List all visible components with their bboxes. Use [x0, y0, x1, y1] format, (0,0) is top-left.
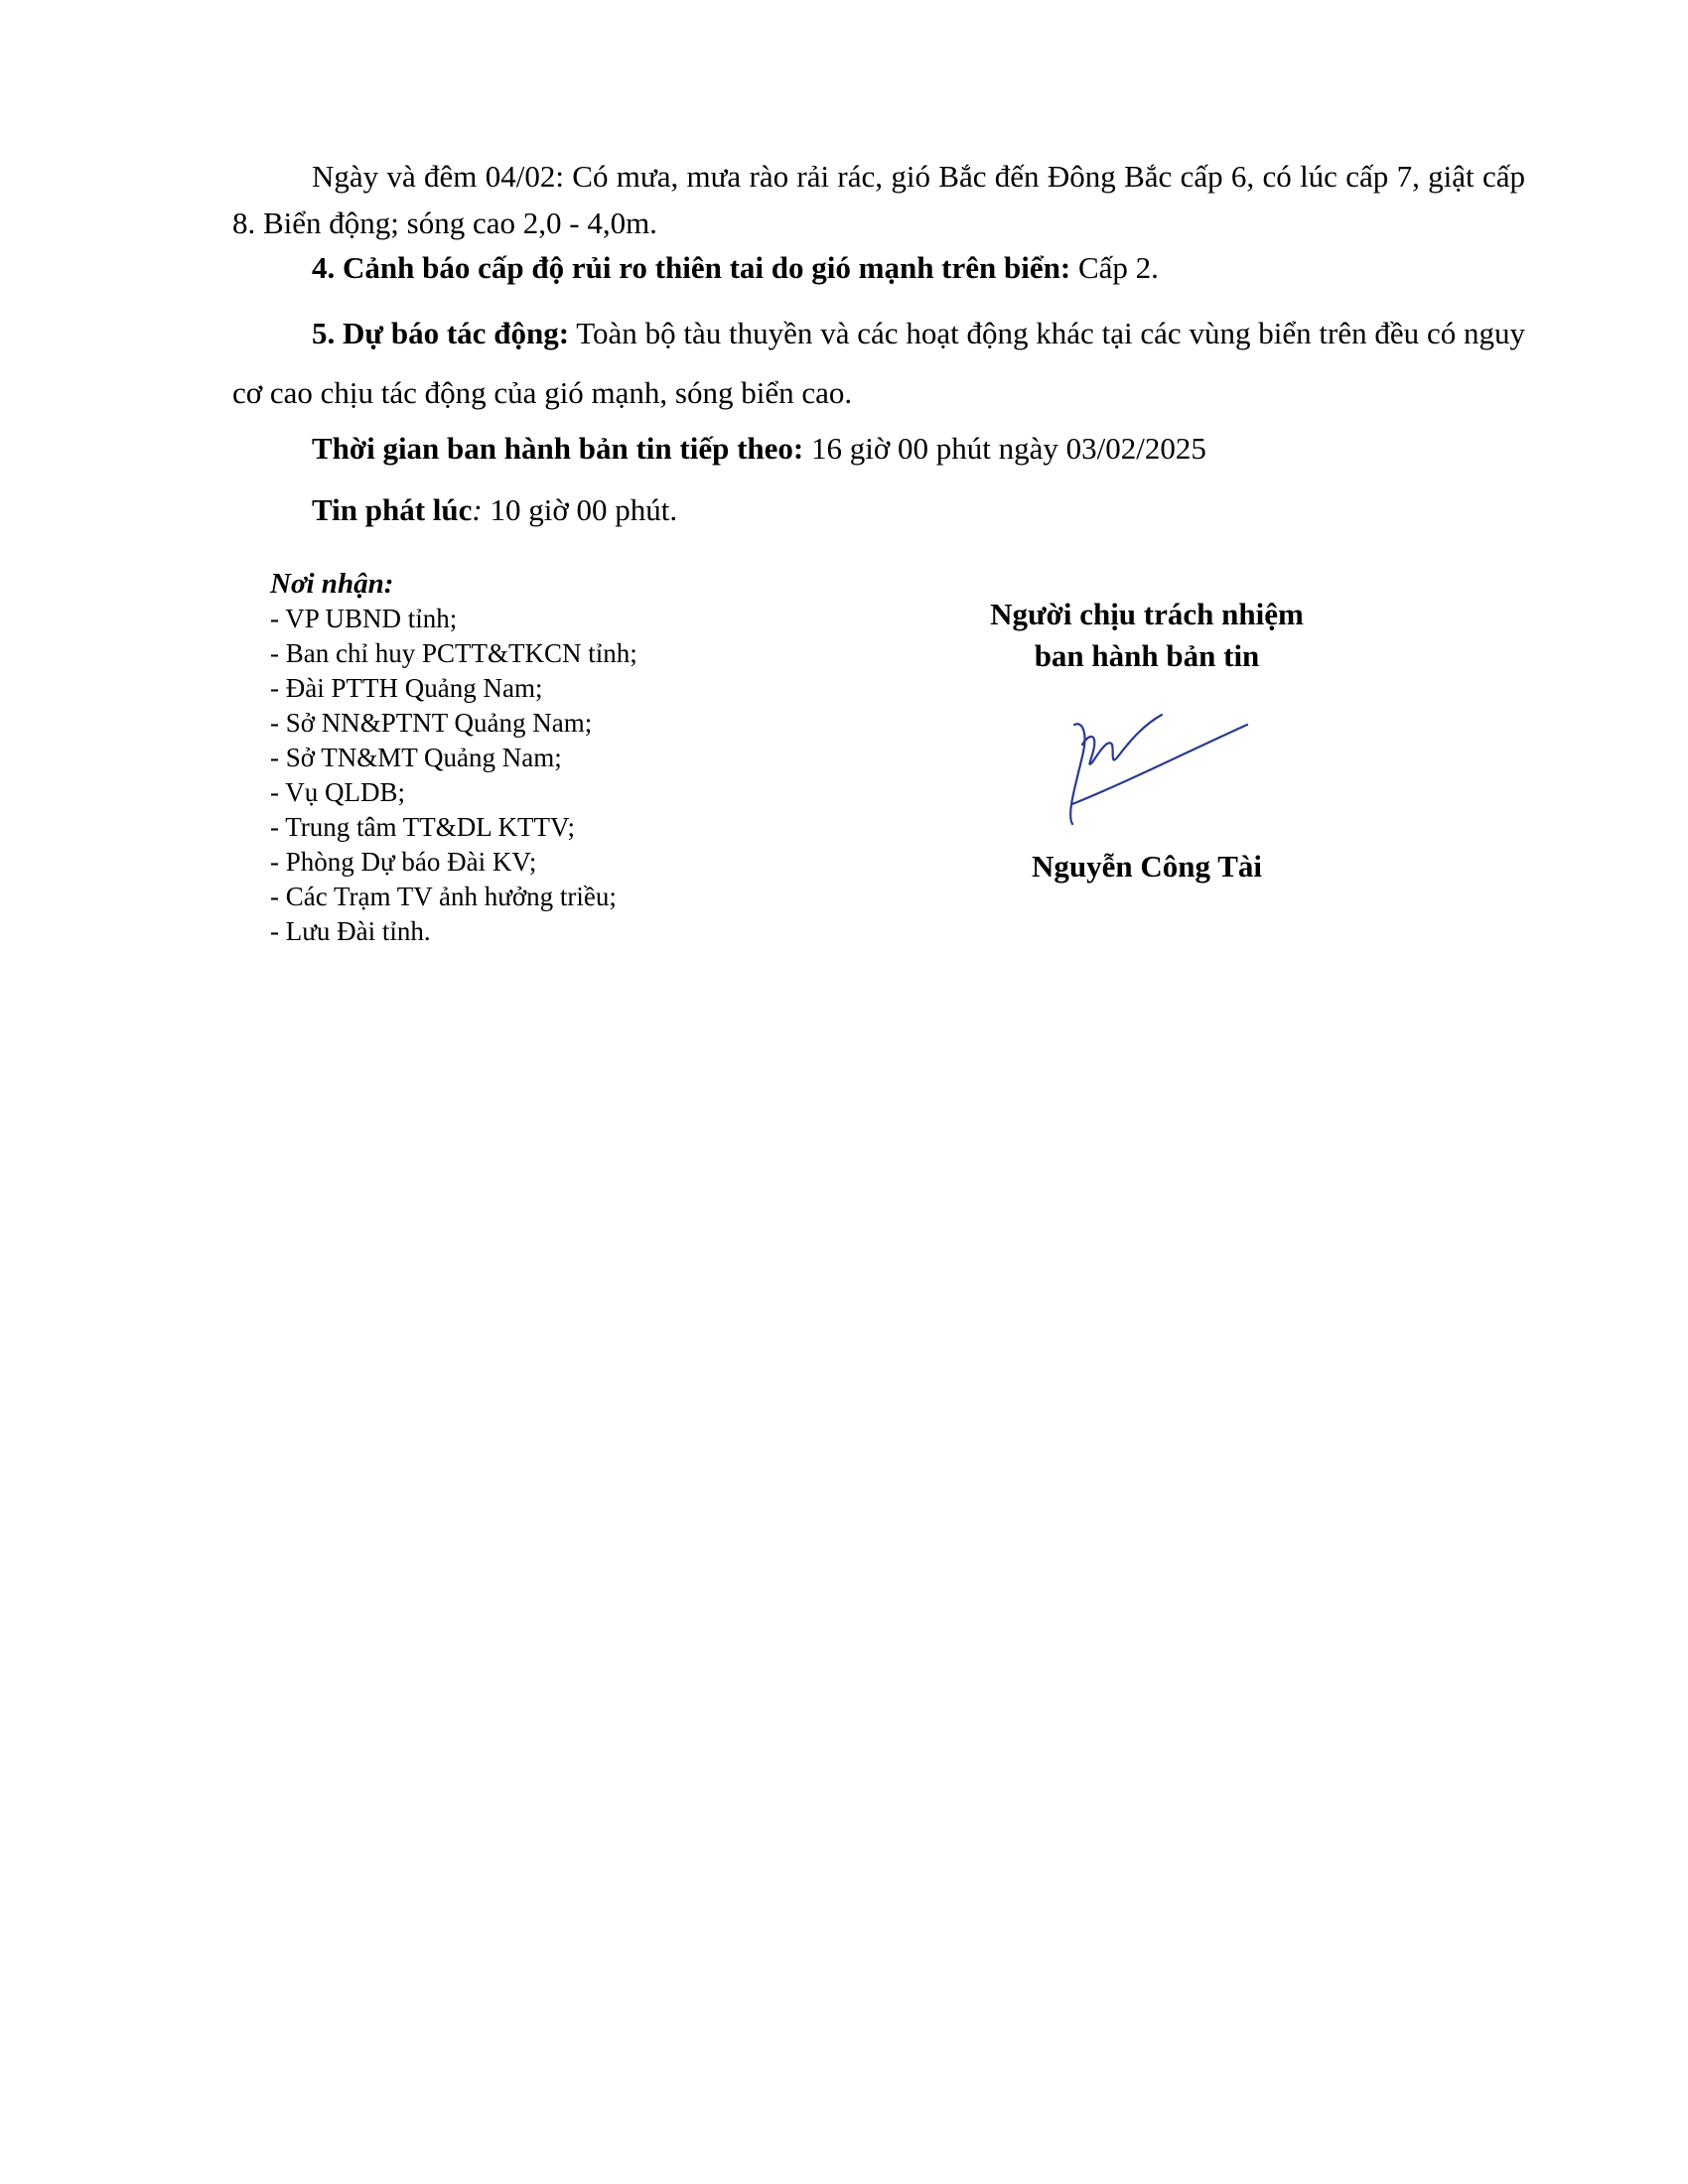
recipients-block: [270, 566, 637, 949]
next-bulletin-paragraph: [232, 425, 1525, 472]
handwritten-signature-icon: [1053, 685, 1251, 834]
next-bulletin-value: 16 giờ 00 phút ngày 03/02/2025: [803, 431, 1206, 466]
impact-forecast-paragraph: [232, 304, 1525, 423]
risk-level-value: Cấp 2.: [1070, 250, 1159, 285]
list-item: - Vụ QLDB;: [270, 777, 406, 807]
recipients-list: [270, 602, 637, 949]
list-item: - Ban chỉ huy PCTT&TKCN tỉnh;: [270, 638, 637, 668]
impact-forecast-value: Toàn bộ tàu thuyền và các hoạt động khác tại các vùng biển trên đều có nguy cơ cao chịu tác động của gió mạnh, sóng biển cao.: [232, 316, 1525, 410]
list-item: - Phòng Dự báo Đài KV;: [270, 847, 537, 877]
next-bulletin-label: Thời gian ban hành bản tin tiếp theo:: [312, 431, 804, 466]
forecast-paragraph-0402: [232, 153, 1525, 246]
list-item: - Sở NN&PTNT Quảng Nam;: [270, 708, 593, 738]
list-item: - Các Trạm TV ảnh hưởng triều;: [270, 882, 617, 911]
forecast-text: Ngày và đêm 04/02: Có mưa, mưa rào rải rác, gió Bắc đến Đông Bắc cấp 6, có lúc cấp 7, giật cấp 8. Biển động; sóng cao 2,0 - 4,0m.: [232, 159, 1525, 240]
signature-title-line2: ban hành bản tin: [1034, 638, 1260, 673]
list-item: - VP UBND tỉnh;: [270, 604, 458, 633]
signature-title-line1: Người chịu trách nhiệm: [990, 597, 1304, 631]
signature-title: [923, 594, 1370, 677]
issued-time-colon: :: [472, 492, 483, 527]
risk-level-label: 4. Cảnh báo cấp độ rủi ro thiên tai do gió mạnh trên biển:: [312, 250, 1071, 285]
list-item: - Sở TN&MT Quảng Nam;: [270, 743, 562, 772]
impact-forecast-label: 5. Dự báo tác động:: [312, 316, 570, 350]
signer-name: Nguyễn Công Tài: [1032, 849, 1262, 884]
issued-time-value: 10 giờ 00 phút.: [482, 492, 678, 527]
list-item: - Đài PTTH Quảng Nam;: [270, 673, 543, 703]
recipients-title: Nơi nhận:: [270, 568, 394, 600]
list-item: - Lưu Đài tỉnh.: [270, 916, 431, 946]
issued-time-label: Tin phát lúc: [312, 492, 473, 527]
risk-level-paragraph: [232, 244, 1525, 291]
list-item: - Trung tâm TT&DL KTTV;: [270, 812, 575, 842]
issued-time-paragraph: [232, 486, 1525, 533]
